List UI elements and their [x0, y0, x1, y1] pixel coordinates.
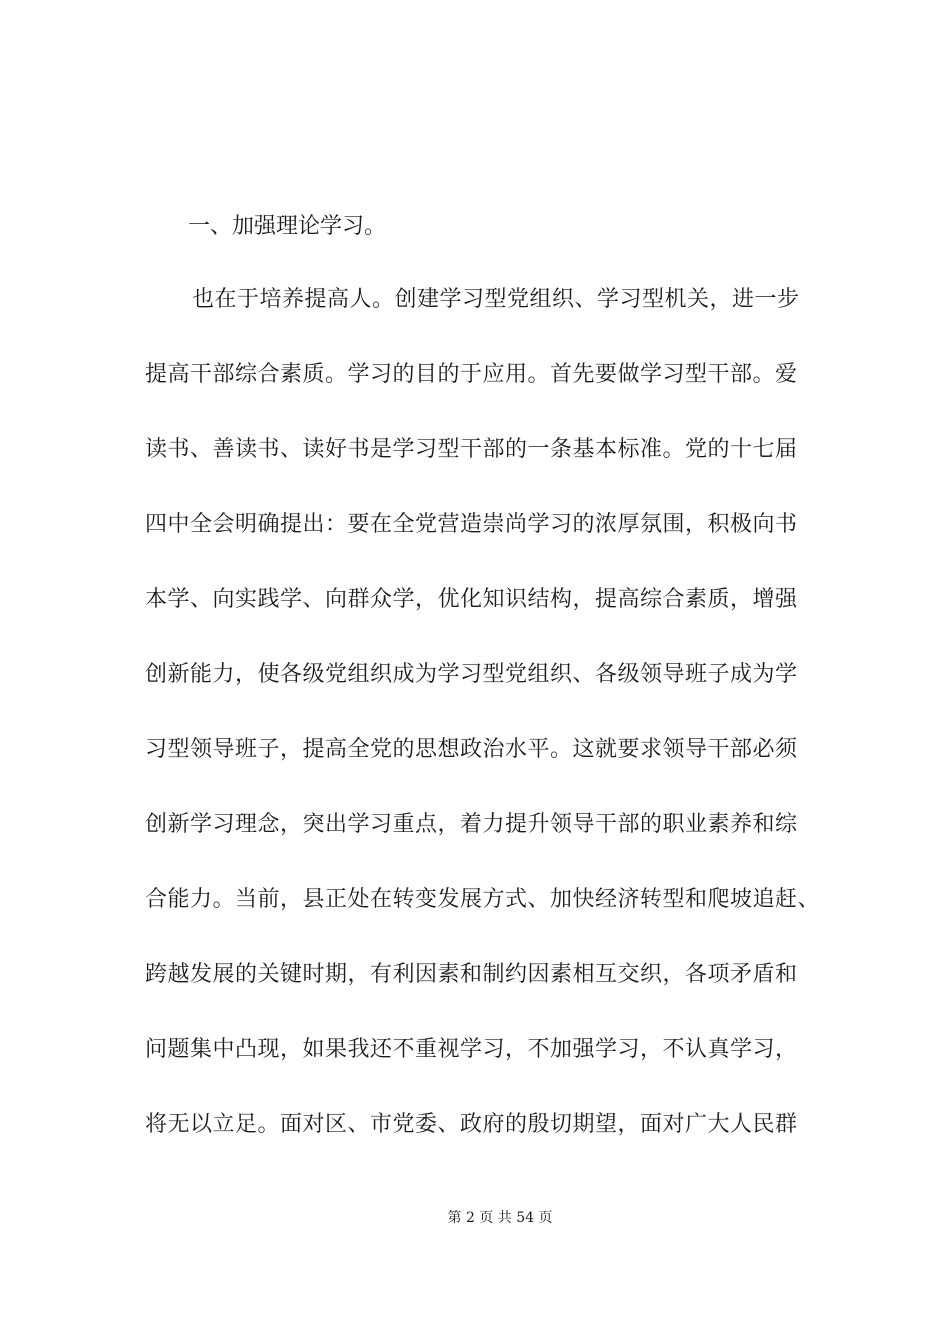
- text-line: 创新学习理念，突出学习重点，着力提升领导干部的职业素养和综: [145, 812, 798, 837]
- text-line: 习型领导班子，提高全党的思想政治水平。这就要求领导干部必须: [145, 737, 798, 762]
- text-line: 问题集中凸现，如果我还不重视学习，不加强学习，不认真学习，: [145, 1037, 798, 1062]
- text-line: 创新能力，使各级党组织成为学习型党组织、各级领导班子成为学: [145, 662, 798, 687]
- page-footer: 第 2 页 共 54 页: [447, 1210, 553, 1226]
- text-line: 合能力。当前，县正处在转变发展方式、加快经济转型和爬坡追赶、: [145, 887, 821, 912]
- text-line: 读书、善读书、读好书是学习型干部的一条基本标准。党的十七届: [145, 437, 798, 462]
- text-line: 将无以立足。面对区、市党委、政府的殷切期望，面对广大人民群: [145, 1112, 798, 1137]
- text-line: 也在于培养提高人。创建学习型党组织、学习型机关，进一步: [192, 287, 800, 312]
- text-line: 本学、向实践学、向群众学，优化知识结构，提高综合素质，增强: [145, 587, 798, 612]
- text-line: 提高干部综合素质。学习的目的于应用。首先要做学习型干部。爱: [145, 362, 798, 387]
- section-heading: 一、加强理论学习。: [188, 214, 387, 239]
- text-line: 跨越发展的关键时期，有利因素和制约因素相互交织，各项矛盾和: [145, 962, 798, 987]
- text-line: 四中全会明确提出：要在全党营造崇尚学习的浓厚氛围，积极向书: [145, 512, 798, 537]
